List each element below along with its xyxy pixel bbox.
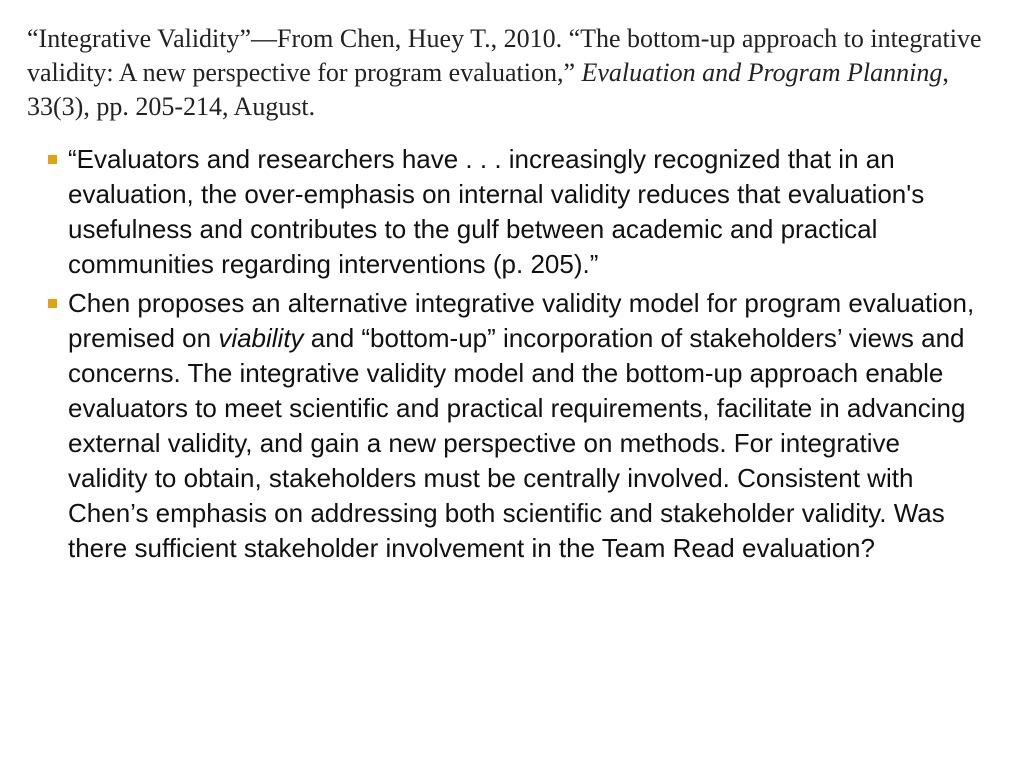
title-citation-start: “Integrative Validity”—From Chen, Huey T., 2010. “The bottom-up approach to integrative validity: A new perspective for program evaluation,” — [27, 24, 982, 87]
square-bullet-icon — [48, 155, 57, 164]
bullet-proposal-text-end: and “bottom-up” incorporation of stakeholders’ views and concerns. The integrative validity model and the bottom-up approach enable evaluators to meet scientific and practical requirements, facilitate in advancing external validity, and gain a new perspective on methods. For integrative validity to obtain, stakeholders must be centrally involved. Consistent with Chen’s emphasis on addressing both scientific and stakeholder validity. Was there sufficient stakeholder involvement in the Team Read evaluation? — [68, 323, 966, 563]
bullet-proposal-emphasis: viability — [218, 323, 304, 353]
bullet-item-quote — [45, 142, 980, 282]
bullet-quote-text: “Evaluators and researchers have . . . increasingly recognized that in an evaluation, the over-emphasis on internal validity reduces that evaluation's usefulness and contributes to the gulf between academic and practical communities regarding interventions (p. 205).” — [68, 144, 925, 279]
slide-title — [27, 22, 1002, 124]
bullet-proposal-text-start: Chen proposes an alternative integrative validity model for program evaluation, premised on — [68, 288, 975, 353]
title-journal-name: Evaluation and Program Planning — [581, 58, 943, 87]
bullet-list — [45, 142, 980, 570]
title-citation-end: , 33(3), pp. 205-214, August. — [27, 58, 949, 121]
square-bullet-icon — [48, 299, 57, 308]
bullet-item-chen-proposal — [45, 286, 980, 566]
